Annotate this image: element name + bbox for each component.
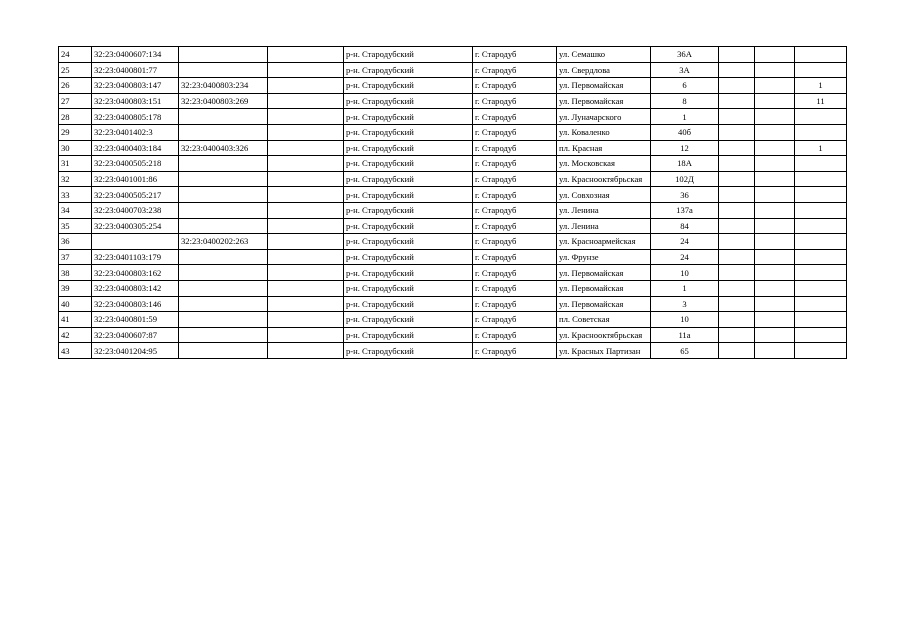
cell-building-cadastral-number	[179, 156, 268, 172]
cell-apartment-number	[795, 47, 847, 63]
table-row	[59, 327, 847, 343]
cell-empty	[719, 171, 755, 187]
cell-building-cadastral-number	[179, 47, 268, 63]
cell-street: ул. Совхозная	[557, 187, 651, 203]
cell-district: р-н. Стародубский	[344, 171, 473, 187]
table-row	[59, 171, 847, 187]
cell-town: г. Стародуб	[473, 93, 557, 109]
cell-empty	[268, 109, 344, 125]
cell-district: р-н. Стародубский	[344, 78, 473, 94]
cell-empty	[719, 280, 755, 296]
cell-street: ул. Семашко	[557, 47, 651, 63]
cell-empty	[719, 47, 755, 63]
cell-town: г. Стародуб	[473, 109, 557, 125]
cell-empty	[755, 93, 795, 109]
cell-town: г. Стародуб	[473, 62, 557, 78]
cell-building-cadastral-number	[179, 109, 268, 125]
cell-apartment-number	[795, 234, 847, 250]
cell-house-number: 102Д	[651, 171, 719, 187]
cell-town: г. Стародуб	[473, 265, 557, 281]
cell-cadastral-number: 32:23:0400703:238	[92, 202, 179, 218]
cell-district: р-н. Стародубский	[344, 140, 473, 156]
cell-row-number: 26	[59, 78, 92, 94]
cell-apartment-number	[795, 280, 847, 296]
cell-building-cadastral-number: 32:23:0400803:234	[179, 78, 268, 94]
cell-building-cadastral-number	[179, 327, 268, 343]
cell-empty	[755, 296, 795, 312]
cell-empty	[268, 202, 344, 218]
cell-row-number: 24	[59, 47, 92, 63]
cell-building-cadastral-number	[179, 202, 268, 218]
cell-row-number: 39	[59, 280, 92, 296]
cell-cadastral-number: 32:23:0400305:254	[92, 218, 179, 234]
table-row	[59, 218, 847, 234]
cell-district: р-н. Стародубский	[344, 265, 473, 281]
cell-empty	[719, 249, 755, 265]
cell-cadastral-number: 32:23:0401204:95	[92, 343, 179, 359]
cell-empty	[268, 249, 344, 265]
cell-house-number: 84	[651, 218, 719, 234]
cell-building-cadastral-number	[179, 187, 268, 203]
cell-house-number: 3А	[651, 62, 719, 78]
cell-town: г. Стародуб	[473, 47, 557, 63]
cell-house-number: 10	[651, 312, 719, 328]
table-row	[59, 296, 847, 312]
cell-row-number: 43	[59, 343, 92, 359]
cell-town: г. Стародуб	[473, 156, 557, 172]
table-row	[59, 93, 847, 109]
cell-street: пл. Советская	[557, 312, 651, 328]
cell-empty	[719, 265, 755, 281]
cell-row-number: 27	[59, 93, 92, 109]
cell-building-cadastral-number: 32:23:0400403:326	[179, 140, 268, 156]
table-row	[59, 234, 847, 250]
cell-cadastral-number: 32:23:0400505:217	[92, 187, 179, 203]
cell-building-cadastral-number: 32:23:0400202:263	[179, 234, 268, 250]
cell-empty	[268, 280, 344, 296]
cell-street: ул. Луначарского	[557, 109, 651, 125]
cell-house-number: 1	[651, 109, 719, 125]
table-row	[59, 343, 847, 359]
cell-row-number: 28	[59, 109, 92, 125]
cell-town: г. Стародуб	[473, 78, 557, 94]
table-row	[59, 140, 847, 156]
cell-cadastral-number: 32:23:0401001:86	[92, 171, 179, 187]
cell-empty	[755, 62, 795, 78]
cell-cadastral-number: 32:23:0400801:77	[92, 62, 179, 78]
cell-empty	[719, 296, 755, 312]
cell-building-cadastral-number	[179, 218, 268, 234]
table-row	[59, 109, 847, 125]
cell-empty	[268, 265, 344, 281]
cell-cadastral-number: 32:23:0400803:146	[92, 296, 179, 312]
cell-town: г. Стародуб	[473, 187, 557, 203]
cell-house-number: 36	[651, 187, 719, 203]
cell-empty	[755, 280, 795, 296]
cell-apartment-number	[795, 327, 847, 343]
cell-house-number: 11а	[651, 327, 719, 343]
cell-street: ул. Первомайская	[557, 265, 651, 281]
cell-empty	[268, 78, 344, 94]
cell-district: р-н. Стародубский	[344, 187, 473, 203]
cell-empty	[719, 156, 755, 172]
cell-empty	[755, 327, 795, 343]
cell-empty	[755, 202, 795, 218]
cell-district: р-н. Стародубский	[344, 234, 473, 250]
cell-building-cadastral-number	[179, 124, 268, 140]
cell-row-number: 42	[59, 327, 92, 343]
cell-empty	[719, 124, 755, 140]
cell-row-number: 35	[59, 218, 92, 234]
cell-empty	[719, 327, 755, 343]
cell-house-number: 3	[651, 296, 719, 312]
cell-empty	[755, 249, 795, 265]
table-row	[59, 265, 847, 281]
cell-house-number: 137а	[651, 202, 719, 218]
cell-street: ул. Красноармейская	[557, 234, 651, 250]
cell-street: ул. Ленина	[557, 202, 651, 218]
cell-district: р-н. Стародубский	[344, 343, 473, 359]
cell-cadastral-number	[92, 234, 179, 250]
cell-district: р-н. Стародубский	[344, 218, 473, 234]
cell-street: ул. Первомайская	[557, 93, 651, 109]
cell-town: г. Стародуб	[473, 124, 557, 140]
cell-empty	[268, 47, 344, 63]
cell-street: ул. Первомайская	[557, 280, 651, 296]
cell-district: р-н. Стародубский	[344, 327, 473, 343]
cell-apartment-number	[795, 187, 847, 203]
cell-cadastral-number: 32:23:0400805:178	[92, 109, 179, 125]
cell-empty	[755, 156, 795, 172]
cell-cadastral-number: 32:23:0400803:162	[92, 265, 179, 281]
cell-empty	[268, 327, 344, 343]
cell-apartment-number: 11	[795, 93, 847, 109]
table-row	[59, 249, 847, 265]
cell-town: г. Стародуб	[473, 202, 557, 218]
cell-district: р-н. Стародубский	[344, 202, 473, 218]
cell-cadastral-number: 32:23:0401103:179	[92, 249, 179, 265]
table-body	[59, 47, 847, 359]
table-row	[59, 47, 847, 63]
cell-empty	[755, 171, 795, 187]
cell-empty	[755, 343, 795, 359]
cell-empty	[719, 234, 755, 250]
cell-house-number: 6	[651, 78, 719, 94]
cell-street: ул. Краснооктябрьская	[557, 171, 651, 187]
cell-house-number: 10	[651, 265, 719, 281]
cell-empty	[268, 124, 344, 140]
cell-house-number: 24	[651, 234, 719, 250]
cell-street: ул. Первомайская	[557, 78, 651, 94]
cell-empty	[755, 140, 795, 156]
table-row	[59, 280, 847, 296]
cell-street: ул. Красных Партизан	[557, 343, 651, 359]
cell-town: г. Стародуб	[473, 249, 557, 265]
cell-empty	[755, 265, 795, 281]
cell-district: р-н. Стародубский	[344, 93, 473, 109]
cell-empty	[719, 140, 755, 156]
cell-town: г. Стародуб	[473, 218, 557, 234]
cell-empty	[719, 202, 755, 218]
cell-empty	[268, 93, 344, 109]
cell-row-number: 32	[59, 171, 92, 187]
cell-empty	[268, 218, 344, 234]
cell-empty	[268, 234, 344, 250]
cell-empty	[719, 62, 755, 78]
cell-row-number: 31	[59, 156, 92, 172]
cell-apartment-number	[795, 218, 847, 234]
table-row	[59, 124, 847, 140]
cell-building-cadastral-number	[179, 171, 268, 187]
cell-empty	[719, 312, 755, 328]
cell-town: г. Стародуб	[473, 296, 557, 312]
cell-street: ул. Коваленко	[557, 124, 651, 140]
cell-empty	[268, 312, 344, 328]
cell-town: г. Стародуб	[473, 234, 557, 250]
cell-apartment-number	[795, 109, 847, 125]
cell-apartment-number	[795, 265, 847, 281]
cell-street: ул. Свердлова	[557, 62, 651, 78]
cell-apartment-number	[795, 312, 847, 328]
cell-district: р-н. Стародубский	[344, 124, 473, 140]
cell-district: р-н. Стародубский	[344, 280, 473, 296]
cell-building-cadastral-number	[179, 249, 268, 265]
cell-empty	[268, 140, 344, 156]
cell-town: г. Стародуб	[473, 280, 557, 296]
cell-town: г. Стародуб	[473, 140, 557, 156]
cell-house-number: 36А	[651, 47, 719, 63]
cell-row-number: 33	[59, 187, 92, 203]
cell-building-cadastral-number	[179, 296, 268, 312]
table-row	[59, 187, 847, 203]
cell-empty	[268, 296, 344, 312]
cell-cadastral-number: 32:23:0400803:142	[92, 280, 179, 296]
cell-district: р-н. Стародубский	[344, 296, 473, 312]
cell-row-number: 40	[59, 296, 92, 312]
cell-cadastral-number: 32:23:0400803:151	[92, 93, 179, 109]
cell-cadastral-number: 32:23:0400607:87	[92, 327, 179, 343]
cell-street: ул. Московская	[557, 156, 651, 172]
cell-house-number: 1	[651, 280, 719, 296]
cell-cadastral-number: 32:23:0400801:59	[92, 312, 179, 328]
cell-district: р-н. Стародубский	[344, 109, 473, 125]
cell-apartment-number: 1	[795, 78, 847, 94]
cell-empty	[268, 187, 344, 203]
cell-house-number: 65	[651, 343, 719, 359]
cell-apartment-number	[795, 249, 847, 265]
cell-cadastral-number: 32:23:0400607:134	[92, 47, 179, 63]
cell-apartment-number: 1	[795, 140, 847, 156]
cell-street: ул. Ленина	[557, 218, 651, 234]
cell-cadastral-number: 32:23:0400403:184	[92, 140, 179, 156]
cell-building-cadastral-number	[179, 265, 268, 281]
cell-empty	[719, 109, 755, 125]
cell-empty	[268, 171, 344, 187]
cell-empty	[755, 78, 795, 94]
cell-apartment-number	[795, 156, 847, 172]
table-row	[59, 312, 847, 328]
cell-street: пл. Красная	[557, 140, 651, 156]
cell-apartment-number	[795, 296, 847, 312]
cell-empty	[755, 124, 795, 140]
cell-building-cadastral-number: 32:23:0400803:269	[179, 93, 268, 109]
cell-row-number: 30	[59, 140, 92, 156]
table-row	[59, 62, 847, 78]
cell-empty	[268, 62, 344, 78]
cell-street: ул. Первомайская	[557, 296, 651, 312]
cell-empty	[719, 343, 755, 359]
cadastral-table	[58, 46, 847, 359]
cell-town: г. Стародуб	[473, 171, 557, 187]
cell-building-cadastral-number	[179, 62, 268, 78]
cell-apartment-number	[795, 202, 847, 218]
cell-empty	[268, 156, 344, 172]
cell-empty	[719, 218, 755, 234]
cell-empty	[755, 234, 795, 250]
table-row	[59, 156, 847, 172]
cell-cadastral-number: 32:23:0400803:147	[92, 78, 179, 94]
table-row	[59, 78, 847, 94]
cell-street: ул. Фрунзе	[557, 249, 651, 265]
cell-house-number: 40б	[651, 124, 719, 140]
cell-empty	[755, 109, 795, 125]
cell-house-number: 8	[651, 93, 719, 109]
cell-house-number: 18А	[651, 156, 719, 172]
cell-empty	[719, 187, 755, 203]
cell-empty	[719, 78, 755, 94]
cell-row-number: 38	[59, 265, 92, 281]
cell-empty	[755, 187, 795, 203]
cell-district: р-н. Стародубский	[344, 156, 473, 172]
cell-row-number: 34	[59, 202, 92, 218]
cell-row-number: 29	[59, 124, 92, 140]
cell-town: г. Стародуб	[473, 327, 557, 343]
cell-cadastral-number: 32:23:0400505:218	[92, 156, 179, 172]
cell-apartment-number	[795, 62, 847, 78]
cell-town: г. Стародуб	[473, 312, 557, 328]
cell-building-cadastral-number	[179, 280, 268, 296]
cell-row-number: 25	[59, 62, 92, 78]
cell-row-number: 36	[59, 234, 92, 250]
cell-street: ул. Краснооктябрьская	[557, 327, 651, 343]
cell-district: р-н. Стародубский	[344, 47, 473, 63]
cell-building-cadastral-number	[179, 343, 268, 359]
cell-empty	[755, 218, 795, 234]
cell-row-number: 41	[59, 312, 92, 328]
cell-cadastral-number: 32:23:0401402:3	[92, 124, 179, 140]
cell-district: р-н. Стародубский	[344, 312, 473, 328]
cell-house-number: 12	[651, 140, 719, 156]
cell-row-number: 37	[59, 249, 92, 265]
cell-empty	[755, 47, 795, 63]
cell-house-number: 24	[651, 249, 719, 265]
cell-district: р-н. Стародубский	[344, 249, 473, 265]
cell-empty	[268, 343, 344, 359]
cell-apartment-number	[795, 343, 847, 359]
table-row	[59, 202, 847, 218]
cell-apartment-number	[795, 124, 847, 140]
cell-empty	[719, 93, 755, 109]
cell-apartment-number	[795, 171, 847, 187]
cell-empty	[755, 312, 795, 328]
cell-town: г. Стародуб	[473, 343, 557, 359]
cell-district: р-н. Стародубский	[344, 62, 473, 78]
cell-building-cadastral-number	[179, 312, 268, 328]
